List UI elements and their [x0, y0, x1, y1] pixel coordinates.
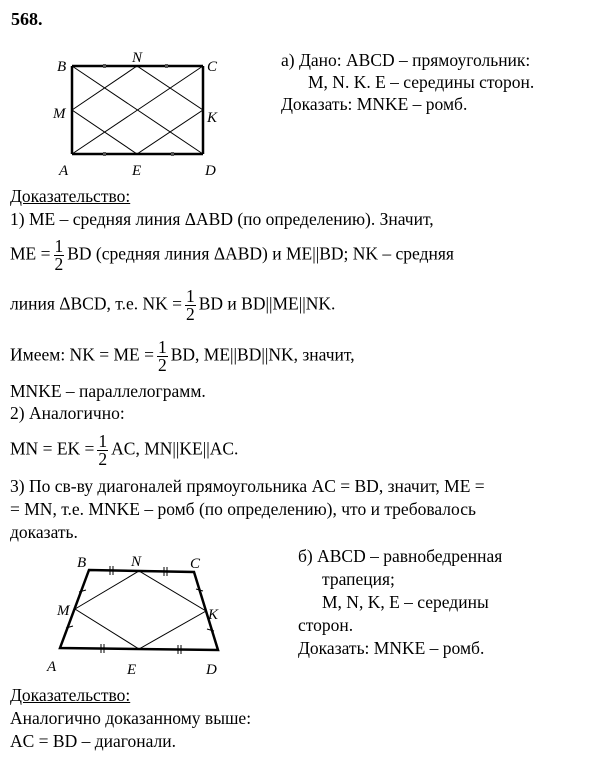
- given-b-line-1: б) ABCD – равнобедренная: [298, 546, 503, 566]
- label-b: B: [57, 59, 67, 75]
- given-b-line-2: трапеция;: [322, 569, 395, 589]
- label-n: N: [131, 554, 142, 570]
- label-k: K: [207, 110, 218, 126]
- prove-line: Доказать: MNKE – ромб.: [281, 94, 468, 114]
- label-m: M: [53, 106, 66, 122]
- label-c: C: [190, 556, 201, 572]
- proof-line-8: 3) По св-ву диагоналей прямоугольника AC = BD, значит, ME =: [10, 476, 485, 496]
- rhombus-mnke: [75, 571, 206, 649]
- label-k: K: [208, 607, 219, 623]
- rectangle-figure: [0, 0, 260, 185]
- fraction-half: $\frac{1}{2}$: [157, 337, 167, 375]
- rectangle-diagonals: [72, 66, 203, 154]
- given-line-2: M, N. K. E – середины сторон.: [308, 72, 535, 92]
- trapezoid-sides: [60, 570, 218, 650]
- label-d: D: [205, 163, 216, 179]
- proof-line-5: MNKE – параллелограмм.: [10, 381, 206, 401]
- label-a: A: [47, 659, 57, 675]
- proof-b-line-1: Аналогично доказанному выше:: [10, 708, 252, 728]
- label-d: D: [206, 662, 217, 678]
- label-e: E: [127, 662, 137, 678]
- proof-heading-a: Доказательство:: [10, 186, 131, 206]
- proof-line-9: = MN, т.е. MNKE – ромб (по определению), что и требовалось: [10, 499, 476, 519]
- proof-line-7: MN = EK = $\frac{1}{2}$ AC, MN||KE||AC.: [10, 431, 239, 469]
- problem-number: 568.: [11, 9, 43, 29]
- proof-line-10: доказать.: [10, 522, 78, 542]
- proof-line-6: 2) Аналогично:: [10, 403, 125, 423]
- prove-b-line: Доказать: MNKE – ромб.: [298, 638, 485, 658]
- label-c: C: [207, 59, 218, 75]
- proof-line-1: 1) ME – средняя линия ΔABD (по определению). Значит,: [10, 209, 434, 229]
- proof-b-line-2: AC = BD – диагонали.: [10, 731, 177, 751]
- given-b-line-3: M, N, K, E – середины: [322, 592, 489, 612]
- trapezoid-figure: [0, 540, 280, 680]
- label-m: M: [57, 603, 70, 619]
- tick-marks: [103, 64, 174, 156]
- proof-line-3: линия ΔBCD, т.е. NK = $\frac{1}{2}$ BD и BD||ME||NK.: [10, 286, 336, 324]
- proof-line-2: ME = $\frac{1}{2}$ BD (средняя линия ΔABD) и ME||BD; NK – средняя: [10, 236, 454, 274]
- label-a: A: [59, 163, 69, 179]
- fraction-half: $\frac{1}{2}$: [185, 286, 195, 324]
- given-line-1: а) Дано: ABCD – прямоугольник:: [281, 50, 531, 70]
- tick-marks: [66, 566, 214, 654]
- label-b: B: [77, 555, 87, 571]
- label-e: E: [132, 163, 142, 179]
- fraction-half: $\frac{1}{2}$: [54, 236, 64, 274]
- given-b-line-4: сторон.: [298, 615, 354, 635]
- label-n: N: [132, 50, 143, 66]
- proof-line-4: Имеем: NK = ME = $\frac{1}{2}$ BD, ME||BD||NK, значит,: [10, 337, 355, 375]
- proof-heading-b: Доказательство:: [10, 685, 131, 705]
- fraction-half: $\frac{1}{2}$: [98, 431, 108, 469]
